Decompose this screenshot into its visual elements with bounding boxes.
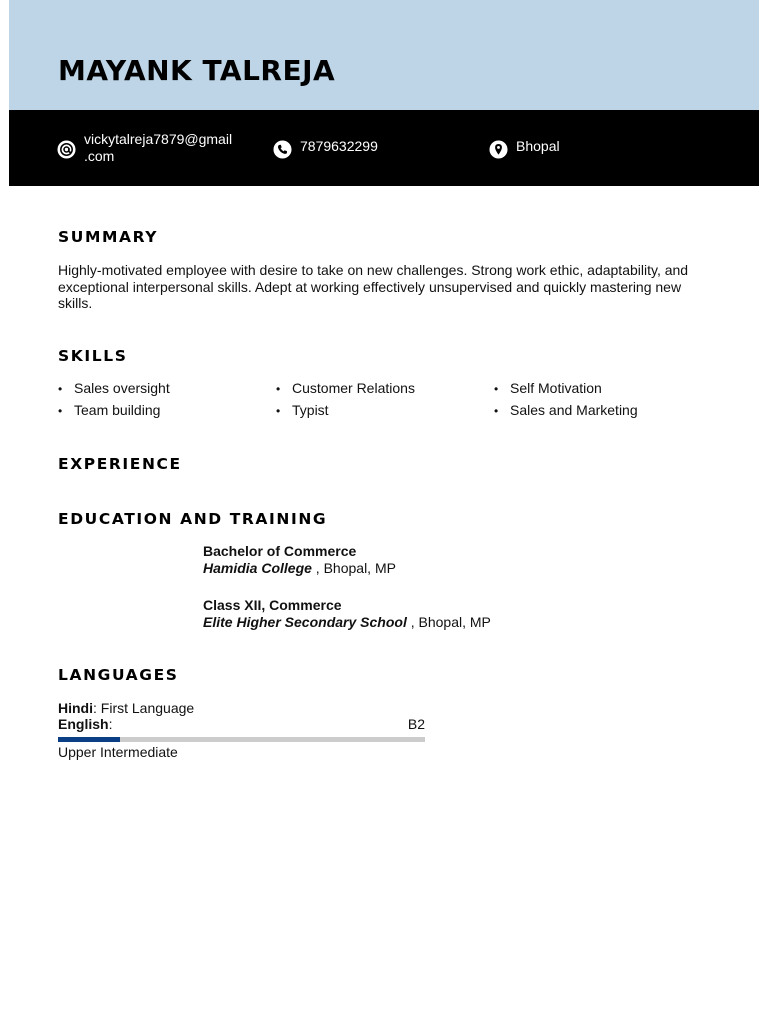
skills-heading: SKILLS bbox=[58, 347, 128, 365]
skill-item: • Sales and Marketing bbox=[494, 402, 638, 418]
skill-item: • Team building bbox=[58, 402, 160, 418]
education-degree: Class XII, Commerce bbox=[203, 597, 342, 613]
education-heading: EDUCATION AND TRAINING bbox=[58, 510, 328, 528]
language-english: English: B2 bbox=[58, 716, 425, 732]
languages-block bbox=[58, 700, 425, 760]
candidate-name: MAYANK TALREJA bbox=[58, 54, 336, 87]
email-line-1: vickytalreja7879@gmail bbox=[84, 131, 233, 147]
skill-item: • Customer Relations bbox=[276, 380, 415, 396]
contact-bar bbox=[9, 110, 759, 186]
language-hindi bbox=[58, 700, 425, 716]
education-entry bbox=[203, 543, 396, 577]
education-location: , Bhopal, MP bbox=[406, 614, 491, 630]
summary-heading: SUMMARY bbox=[58, 228, 159, 246]
education-location: , Bhopal, MP bbox=[311, 560, 396, 576]
phone-number: 7879632299 bbox=[300, 138, 378, 154]
contact-location bbox=[489, 130, 560, 159]
education-school: Hamidia College bbox=[203, 560, 312, 576]
language-name: Hindi bbox=[58, 700, 93, 716]
education-degree: Bachelor of Commerce bbox=[203, 543, 357, 559]
language-proficiency-fill bbox=[58, 737, 120, 742]
contact-phone bbox=[273, 130, 378, 159]
language-name: English bbox=[58, 716, 109, 732]
at-sign-icon bbox=[57, 140, 76, 159]
education-school: Elite Higher Secondary School bbox=[203, 614, 407, 630]
language-proficiency-bar bbox=[58, 737, 425, 742]
language-level-text: Upper Intermediate bbox=[58, 744, 178, 760]
skill-item: • Sales oversight bbox=[58, 380, 170, 396]
skill-item: • Typist bbox=[276, 402, 329, 418]
phone-icon bbox=[273, 140, 292, 159]
summary-text: Highly-motivated employee with desire to take on new challenges. Strong work ethic, adaptability, and exceptional interpersonal skills. Adept at working effectively unsupervised and quickly mastering new skills. bbox=[58, 262, 689, 311]
languages-heading: LANGUAGES bbox=[58, 666, 179, 684]
contact-email bbox=[57, 130, 254, 165]
skill-item: • Self Motivation bbox=[494, 380, 602, 396]
language-code: B2 bbox=[407, 716, 425, 732]
language-level-label: : First Language bbox=[93, 700, 195, 716]
email-line-2: .com bbox=[84, 148, 115, 164]
education-entry bbox=[203, 597, 491, 631]
experience-heading: EXPERIENCE bbox=[58, 455, 182, 473]
map-pin-icon bbox=[489, 140, 508, 159]
location-text: Bhopal bbox=[516, 138, 560, 154]
